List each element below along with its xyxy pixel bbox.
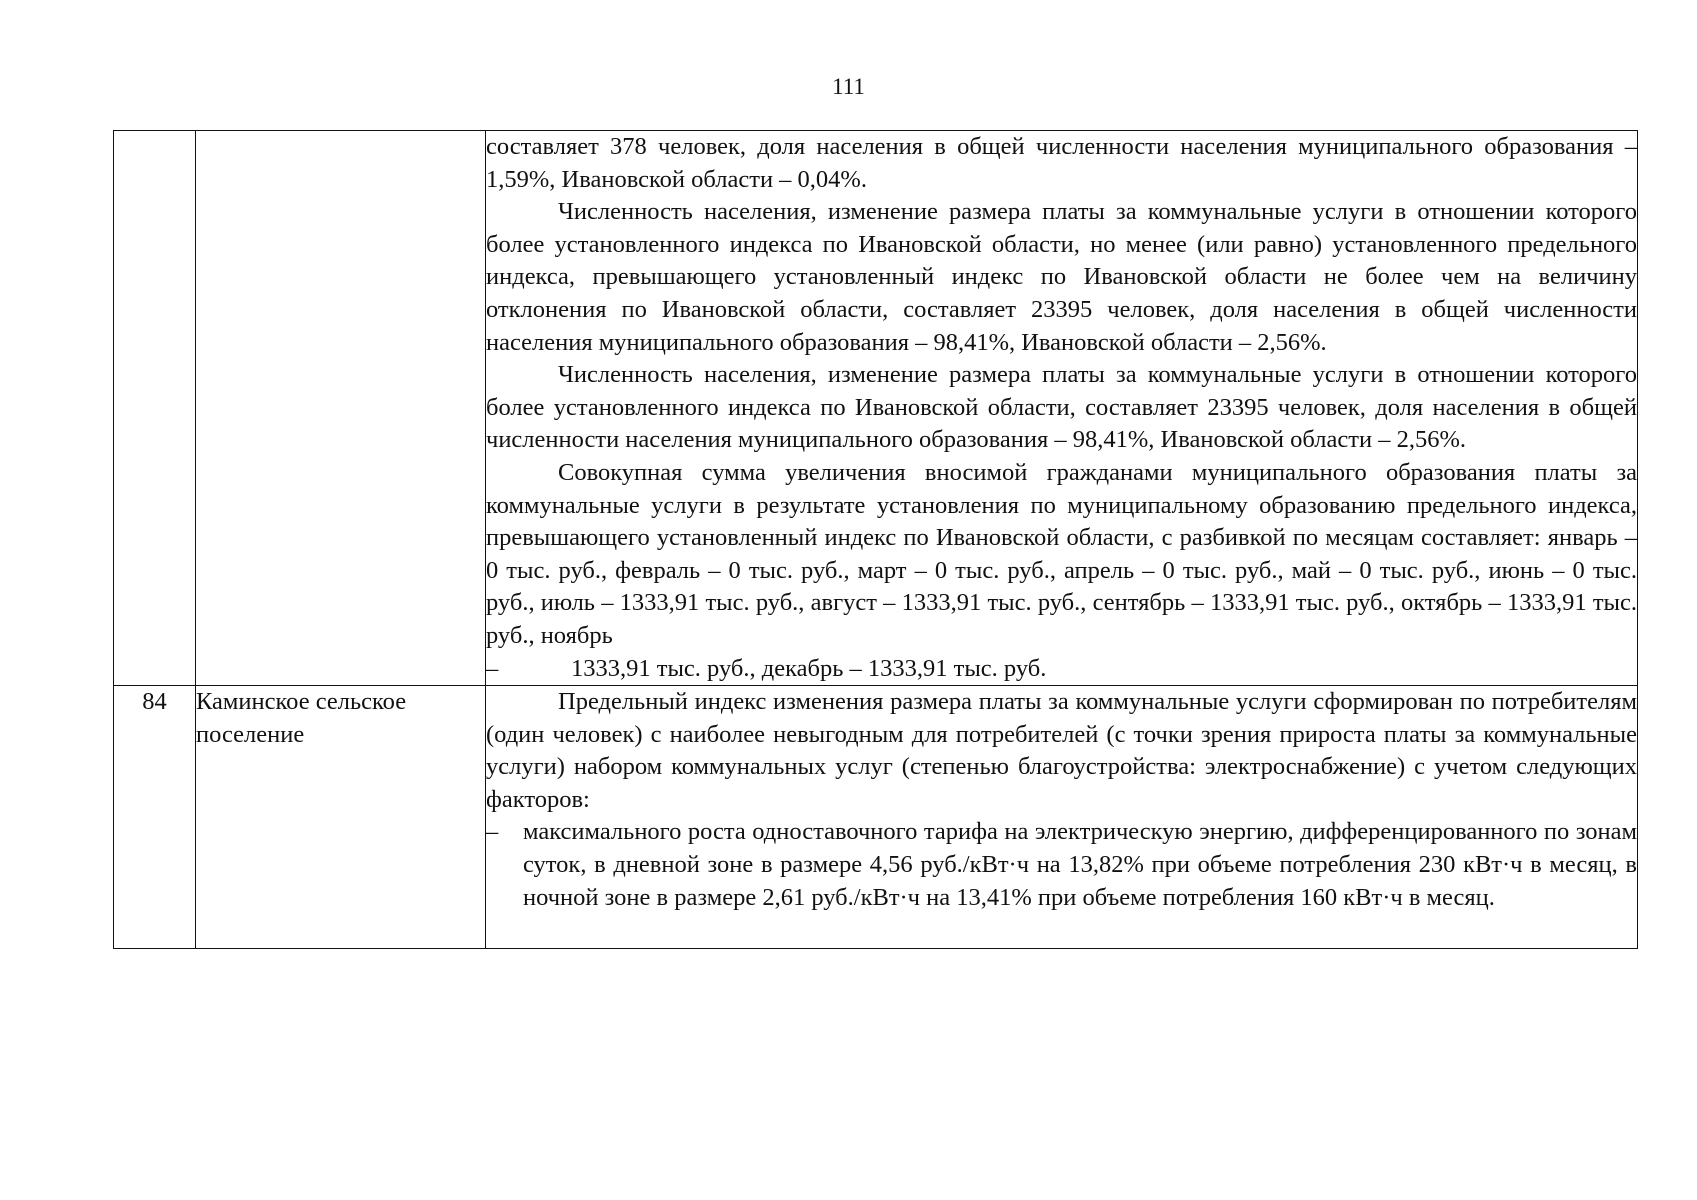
continuation-text: 1333,91 тыс. руб., декабрь – 1333,91 тыс. руб.	[571, 654, 1047, 682]
municipality-name-cell	[196, 131, 486, 686]
paragraph: Совокупная сумма увеличения вносимой гражданами муниципального образования платы за коммунальные услуги в результате установления по муниципальному образованию предельного индекса, превышающего установленный индекс по Ивановской области, с разбивкой по месяцам составляет: январь – 0 тыс. руб., февраль – 0 тыс. руб., март – 0 тыс. руб., апрель – 0 тыс. руб., май – 0 тыс. руб., июнь – 0 тыс. руб., июль – 1333,91 тыс. руб., август – 1333,91 тыс. руб., сентябрь – 1333,91 тыс. руб., октябрь – 1333,91 тыс. руб., ноябрь	[486, 458, 1637, 649]
dash-marker: –	[486, 654, 499, 682]
row-number-cell	[114, 131, 196, 686]
paragraph: Численность населения, изменение размера платы за коммунальные услуги в отношении которого более установленного индекса по Ивановской области, но менее (или равно) установленного предельного индекса, превышающего установленный индекс по Ивановской области не более чем на величину отклонения по Ивановской области, составляет 23395 человек, доля населения в общей численности населения муниципального образования – 98,41%, Ивановской области – 2,56%.	[486, 198, 1637, 356]
page-number: 111	[832, 74, 865, 99]
list-item	[486, 816, 1637, 914]
row-number-cell: 84	[114, 686, 196, 949]
description-cell	[486, 686, 1638, 949]
table-row	[114, 131, 1638, 686]
paragraph: Предельный индекс изменения размера платы за коммунальные услуги сформирован по потребителям (один человек) с наиболее невыгодным для потребителей (с точки зрения прироста платы за коммунальные услуги) набором коммунальных услуг (степенью благоустройства: электроснабжение) с учетом следующих факторов:	[486, 688, 1637, 813]
paragraph: Численность населения, изменение размера платы за коммунальные услуги в отношении которого более установленного индекса по Ивановской области, составляет 23395 человек, доля населения в общей численности населения муниципального образования – 98,41%, Ивановской области – 2,56%.	[486, 361, 1637, 454]
list-item-text: максимального роста одноставочного тарифа на электрическую энергию, дифференцированного по зонам суток, в дневной зоне в размере 4,56 руб./кВт·ч на 13,82% при объеме потребления 230 кВт·ч в месяц, в ночной зоне в размере 2,61 руб./кВт·ч на 13,41% при объеме потребления 160 кВт·ч в месяц.	[523, 818, 1637, 911]
description-cell	[486, 131, 1638, 686]
dash-marker: –	[486, 818, 499, 846]
municipality-name-cell: Каминское сельское поселение	[196, 686, 486, 949]
tariff-table	[113, 130, 1638, 949]
paragraph: составляет 378 человек, доля населения в общей численности населения муниципального образования – 1,59%, Ивановской области – 0,04%.	[486, 133, 1637, 193]
paragraph-continuation	[486, 653, 1637, 686]
table-row	[114, 686, 1638, 949]
